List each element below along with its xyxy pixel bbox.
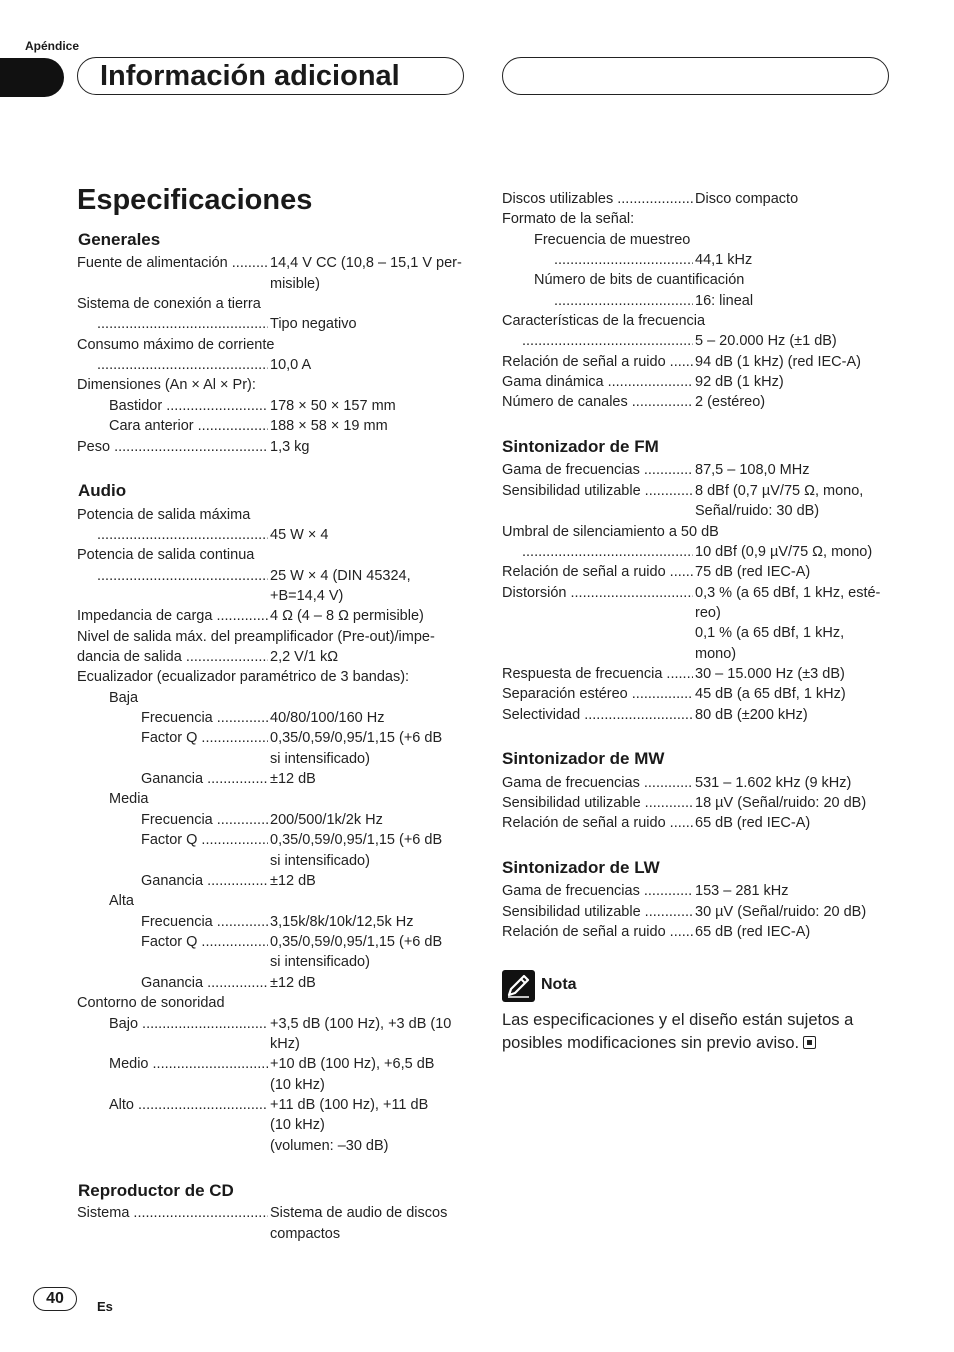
fm-respuesta-label: Respuesta de frecuencia ..... bbox=[502, 664, 693, 684]
contorno-label: Contorno de sonoridad bbox=[77, 995, 225, 1011]
alta-frecuencia-value: 3,15k/8k/10k/12,5k Hz bbox=[270, 914, 414, 930]
fm-sens-value-cont: Señal/ruido: 30 dB) bbox=[695, 503, 820, 519]
fuente-label: Fuente de alimentación ..... bbox=[77, 253, 268, 273]
note-text: Las especificaciones y el diseño están sujetos a posibles modificaciones sin previo aviso. bbox=[502, 1011, 854, 1052]
fm-distorsion-label: Distorsión ..... bbox=[502, 583, 693, 603]
baja-label: Baja bbox=[109, 690, 139, 706]
mw-sens-value: 18 µV (Señal/ruido: 20 dB) bbox=[695, 795, 867, 811]
alta-frecuencia-label: Frecuencia ..... bbox=[141, 912, 268, 932]
dimensiones-label: Dimensiones (An × Al × Pr): bbox=[77, 377, 256, 393]
fm-umbral-label: Umbral de silenciamiento a 50 dB bbox=[502, 524, 719, 540]
consumo-leader bbox=[97, 355, 268, 375]
lw-gama-label: Gama de frecuencias ..... bbox=[502, 881, 693, 901]
media-ganancia-value: ±12 dB bbox=[270, 873, 316, 889]
gama-dinamica-value: 92 dB (1 kHz) bbox=[695, 374, 784, 390]
alto-value-note: (volumen: –30 dB) bbox=[270, 1138, 389, 1154]
mw-relacion-value: 65 dB (red IEC-A) bbox=[695, 815, 811, 831]
mw-heading: Sintonizador de MW bbox=[502, 749, 665, 768]
fm-separacion-label: Separación estéreo ..... bbox=[502, 684, 693, 704]
baja-ganancia-value: ±12 dB bbox=[270, 771, 316, 787]
medio-label: Medio ..... bbox=[109, 1054, 268, 1074]
fm-heading: Sintonizador de FM bbox=[502, 437, 659, 456]
nivel-value: 2,2 V/1 kΩ bbox=[270, 649, 339, 665]
fm-gama-label: Gama de frecuencias ..... bbox=[502, 460, 693, 480]
fm-sens-value: 8 dBf (0,7 µV/75 Ω, mono, bbox=[695, 483, 864, 499]
peso-value: 1,3 kg bbox=[270, 439, 310, 455]
cd-sistema-value-cont: compactos bbox=[270, 1226, 341, 1242]
muestreo-value: 44,1 kHz bbox=[695, 252, 753, 268]
bastidor-value: 178 × 50 × 157 mm bbox=[270, 398, 396, 414]
caracteristicas-label: Características de la frecuencia bbox=[502, 313, 706, 329]
caracteristicas-leader bbox=[522, 331, 693, 351]
bits-label: Número de bits de cuantificación bbox=[534, 272, 745, 288]
mw-gama-value: 531 – 1.602 kHz (9 kHz) bbox=[695, 775, 852, 791]
discos-label: Discos utilizables ..... bbox=[502, 189, 693, 209]
fm-separacion-value: 45 dB (a 65 dBf, 1 kHz) bbox=[695, 686, 846, 702]
bajo-label: Bajo ..... bbox=[109, 1014, 268, 1034]
cd-relacion-value: 94 dB (1 kHz) (red IEC-A) bbox=[695, 354, 861, 370]
baja-factor-value: 0,35/0,59/0,95/1,15 (+6 dB bbox=[270, 730, 443, 746]
baja-frecuencia-value: 40/80/100/160 Hz bbox=[270, 710, 385, 726]
media-factor-label: Factor Q ..... bbox=[141, 830, 268, 850]
fm-distorsion-value: 0,3 % (a 65 dBf, 1 kHz, esté- bbox=[695, 585, 881, 601]
baja-ganancia-label: Ganancia ..... bbox=[141, 769, 268, 789]
alto-value: +11 dB (100 Hz), +11 dB bbox=[270, 1097, 429, 1113]
baja-factor-label: Factor Q ..... bbox=[141, 728, 268, 748]
lw-heading: Sintonizador de LW bbox=[502, 858, 660, 877]
muestreo-leader bbox=[554, 250, 693, 270]
bajo-value-cont: kHz) bbox=[270, 1036, 300, 1052]
consumo-label: Consumo máximo de corriente bbox=[77, 337, 275, 353]
fm-distorsion-value-3: 0,1 % (a 65 dBf, 1 kHz, bbox=[695, 625, 845, 641]
fm-relacion-label: Relación de señal a ruido ..... bbox=[502, 562, 693, 582]
potencia-max-value: 45 W × 4 bbox=[270, 527, 329, 543]
note-pencil-icon bbox=[502, 970, 535, 1002]
sistema-conexion-value: Tipo negativo bbox=[270, 316, 357, 332]
discos-value: Disco compacto bbox=[695, 191, 799, 207]
cara-value: 188 × 58 × 19 mm bbox=[270, 418, 388, 434]
cd-heading: Reproductor de CD bbox=[78, 1181, 234, 1200]
lw-relacion-label: Relación de señal a ruido ..... bbox=[502, 922, 693, 942]
bajo-value: +3,5 dB (100 Hz), +3 dB (10 bbox=[270, 1016, 452, 1032]
cd-sistema-label: Sistema ..... bbox=[77, 1203, 268, 1223]
alta-ganancia-label: Ganancia ..... bbox=[141, 973, 268, 993]
language-code: Es bbox=[97, 1299, 113, 1314]
media-ganancia-label: Ganancia ..... bbox=[141, 871, 268, 891]
bits-leader bbox=[554, 291, 693, 311]
fm-selectividad-label: Selectividad ..... bbox=[502, 705, 693, 725]
fm-selectividad-value: 80 dB (±200 kHz) bbox=[695, 707, 808, 723]
cd-sistema-value: Sistema de audio de discos bbox=[270, 1205, 448, 1221]
fm-relacion-value: 75 dB (red IEC-A) bbox=[695, 564, 811, 580]
lw-gama-value: 153 – 281 kHz bbox=[695, 883, 789, 899]
canales-label: Número de canales ..... bbox=[502, 392, 693, 412]
media-factor-value-cont: si intensificado) bbox=[270, 853, 370, 869]
mw-gama-label: Gama de frecuencias ..... bbox=[502, 773, 693, 793]
note-label: Nota bbox=[541, 976, 577, 993]
fuente-value: 14,4 V CC (10,8 – 15,1 V per- bbox=[270, 255, 462, 271]
alta-factor-value-cont: si intensificado) bbox=[270, 954, 370, 970]
potencia-cont-leader bbox=[97, 566, 268, 586]
audio-heading: Audio bbox=[78, 481, 127, 500]
baja-frecuencia-label: Frecuencia ..... bbox=[141, 708, 268, 728]
nivel-label: Nivel de salida máx. del preamplificador (Pre-out)/impe- bbox=[77, 629, 435, 645]
impedancia-value: 4 Ω (4 – 8 Ω permisible) bbox=[270, 608, 424, 624]
gama-dinamica-label: Gama dinámica ..... bbox=[502, 372, 693, 392]
mw-relacion-label: Relación de señal a ruido ..... bbox=[502, 813, 693, 833]
fuente-value-cont: misible) bbox=[270, 276, 320, 292]
potencia-max-label: Potencia de salida máxima bbox=[77, 507, 251, 523]
alta-factor-label: Factor Q ..... bbox=[141, 932, 268, 952]
sistema-conexion-label: Sistema de conexión a tierra bbox=[77, 296, 261, 312]
caracteristicas-value: 5 – 20.000 Hz (±1 dB) bbox=[695, 333, 837, 349]
media-factor-value: 0,35/0,59/0,95/1,15 (+6 dB bbox=[270, 832, 443, 848]
page-title: Especificaciones bbox=[77, 184, 313, 216]
muestreo-label: Frecuencia de muestreo bbox=[534, 232, 691, 248]
media-frecuencia-label: Frecuencia ..... bbox=[141, 810, 268, 830]
media-label: Media bbox=[109, 791, 149, 807]
fm-umbral-value: 10 dBf (0,9 µV/75 Ω, mono) bbox=[695, 544, 873, 560]
fm-distorsion-value-2: reo) bbox=[695, 605, 721, 621]
fm-distorsion-value-4: mono) bbox=[695, 646, 737, 662]
consumo-value: 10,0 A bbox=[270, 357, 312, 373]
alta-label: Alta bbox=[109, 893, 134, 909]
fm-gama-value: 87,5 – 108,0 MHz bbox=[695, 462, 810, 478]
lw-relacion-value: 65 dB (red IEC-A) bbox=[695, 924, 811, 940]
header-blank-frame bbox=[502, 57, 889, 95]
canales-value: 2 (estéreo) bbox=[695, 394, 766, 410]
potencia-cont-label: Potencia de salida continua bbox=[77, 547, 255, 563]
potencia-max-leader bbox=[97, 525, 268, 545]
mw-sens-label: Sensibilidad utilizable ..... bbox=[502, 793, 693, 813]
ecualizador-label: Ecualizador (ecualizador paramétrico de 3 bandas): bbox=[77, 669, 410, 685]
cara-label: Cara anterior ..... bbox=[109, 416, 268, 436]
baja-factor-value-cont: si intensificado) bbox=[270, 751, 370, 767]
generales-heading: Generales bbox=[78, 230, 161, 249]
section-label: Apéndice bbox=[25, 39, 80, 53]
potencia-cont-value: 25 W × 4 (DIN 45324, bbox=[270, 568, 411, 584]
fm-umbral-leader bbox=[522, 542, 693, 562]
lw-sens-value: 30 µV (Señal/ruido: 20 dB) bbox=[695, 904, 867, 920]
medio-value: +10 dB (100 Hz), +6,5 dB bbox=[270, 1056, 435, 1072]
lw-sens-label: Sensibilidad utilizable ..... bbox=[502, 902, 693, 922]
fm-sens-label: Sensibilidad utilizable ..... bbox=[502, 481, 693, 501]
cd-relacion-label: Relación de señal a ruido ..... bbox=[502, 352, 693, 372]
fm-respuesta-value: 30 – 15.000 Hz (±3 dB) bbox=[695, 666, 845, 682]
medio-value-cont: (10 kHz) bbox=[270, 1077, 325, 1093]
peso-label: Peso ..... bbox=[77, 437, 268, 457]
section-tab bbox=[0, 58, 64, 97]
sistema-conexion-leader bbox=[97, 314, 268, 334]
alto-label: Alto ..... bbox=[109, 1095, 268, 1115]
alto-value-cont: (10 kHz) bbox=[270, 1117, 325, 1133]
impedancia-label: Impedancia de carga ..... bbox=[77, 606, 268, 626]
potencia-cont-value-cont: +B=14,4 V) bbox=[270, 588, 344, 604]
media-frecuencia-value: 200/500/1k/2k Hz bbox=[270, 812, 383, 828]
formato-label: Formato de la señal: bbox=[502, 211, 635, 227]
bits-value: 16: lineal bbox=[695, 293, 754, 309]
alta-ganancia-value: ±12 dB bbox=[270, 975, 316, 991]
bastidor-label: Bastidor ..... bbox=[109, 396, 268, 416]
nivel-label-cont: dancia de salida ..... bbox=[77, 647, 268, 667]
alta-factor-value: 0,35/0,59/0,95/1,15 (+6 dB bbox=[270, 934, 443, 950]
page-number: 40 bbox=[33, 1287, 77, 1311]
end-of-section-icon bbox=[803, 1036, 816, 1049]
header-title: Información adicional bbox=[100, 60, 400, 92]
